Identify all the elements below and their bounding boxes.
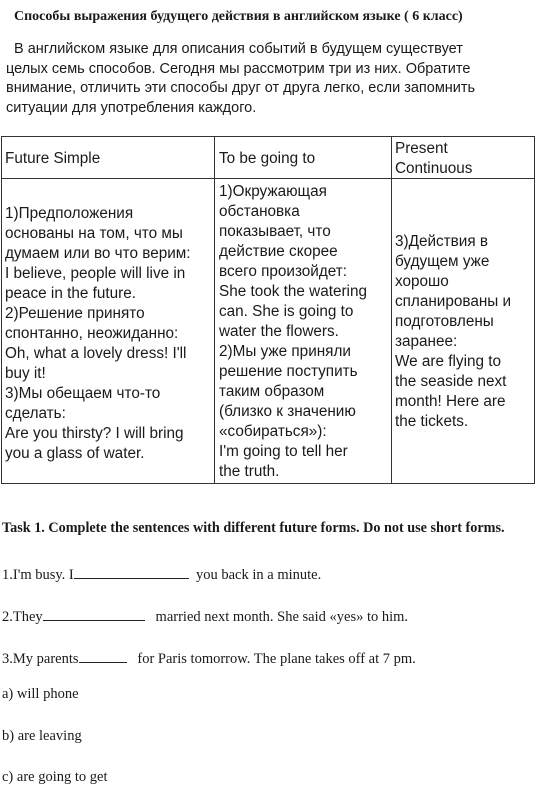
cell-line: Are you thirsty? I will bring bbox=[5, 425, 184, 442]
answer-blank[interactable] bbox=[43, 608, 145, 621]
cell-line: can. She is going to bbox=[219, 303, 354, 320]
sentence-3 bbox=[2, 650, 416, 668]
cell-line: решение поступить bbox=[219, 363, 358, 380]
cell-line: спонтанно, неожиданно: bbox=[5, 325, 179, 342]
cell-to-be-going-to bbox=[219, 182, 367, 482]
intro-paragraph bbox=[6, 40, 526, 118]
cell-line: сделать: bbox=[5, 405, 66, 422]
cell-line: I'm going to tell her bbox=[219, 443, 348, 460]
cell-line: действие скорее bbox=[219, 243, 338, 260]
sentence-text: married next month. She said «yes» to him. bbox=[155, 609, 409, 625]
sentence-text: 3.My parents bbox=[2, 651, 79, 667]
sentence-text: 1.I'm busy. I bbox=[2, 567, 74, 583]
cell-line: buy it! bbox=[5, 365, 46, 382]
cell-line: будущем уже bbox=[395, 253, 490, 270]
future-forms-table bbox=[1, 136, 535, 484]
cell-line: 2)Решение принято bbox=[5, 305, 145, 322]
cell-line: «собираться»): bbox=[219, 423, 327, 440]
cell-line: 3)Действия в bbox=[395, 233, 488, 250]
header-to-be-going-to: To be going to bbox=[219, 150, 316, 167]
task-heading: Task 1. Complete the sentences with different future forms. Do not use short forms. bbox=[2, 520, 505, 536]
sentence-text: for Paris tomorrow. The plane takes off at 7 pm. bbox=[137, 651, 416, 667]
cell-line: (близко к значению bbox=[219, 403, 356, 420]
option-a: a) will phone bbox=[2, 686, 79, 702]
intro-line: внимание, отличить эти способы друг от друга легко, если запомнить bbox=[6, 80, 476, 96]
table-divider bbox=[391, 137, 392, 483]
header-line: Continuous bbox=[395, 160, 473, 177]
option-b: b) are leaving bbox=[2, 728, 82, 744]
cell-line: думаем или во что верим: bbox=[5, 245, 191, 262]
cell-line: Oh, what a lovely dress! I'll bbox=[5, 345, 187, 362]
cell-line: 1)Окружающая bbox=[219, 183, 327, 200]
cell-line: 2)Мы уже приняли bbox=[219, 343, 351, 360]
cell-line: спланированы и bbox=[395, 293, 512, 310]
option-c: c) are going to get bbox=[2, 769, 108, 785]
cell-line: peace in the future. bbox=[5, 285, 136, 302]
cell-line: заранее: bbox=[395, 333, 458, 350]
cell-line: таким образом bbox=[219, 383, 325, 400]
header-line: Present bbox=[395, 140, 448, 157]
cell-line: 1)Предположения bbox=[5, 205, 134, 222]
cell-present-continuous bbox=[395, 232, 511, 432]
sentence-1 bbox=[2, 566, 321, 584]
cell-line: you a glass of water. bbox=[5, 445, 145, 462]
cell-line: 3)Мы обещаем что-то bbox=[5, 385, 161, 402]
sentence-text: you back in a minute. bbox=[196, 567, 322, 583]
cell-line: обстановка bbox=[219, 203, 300, 220]
cell-line: the seaside next bbox=[395, 373, 507, 390]
table-divider bbox=[214, 137, 215, 483]
answer-blank[interactable] bbox=[79, 650, 127, 663]
intro-line: ситуации для употребления каждого. bbox=[6, 99, 257, 116]
answer-blank[interactable] bbox=[74, 566, 189, 579]
cell-line: the truth. bbox=[219, 463, 280, 480]
sentence-2 bbox=[2, 608, 408, 626]
cell-line: подготовлены bbox=[395, 313, 494, 330]
cell-line: We are flying to bbox=[395, 353, 501, 370]
cell-line: month! Here are bbox=[395, 393, 506, 410]
cell-line: всего произойдет: bbox=[219, 263, 348, 280]
sentence-text: 2.They bbox=[2, 609, 43, 625]
intro-line: В английском языке для описания событий в будущем существует bbox=[14, 41, 463, 57]
cell-line: показывает, что bbox=[219, 223, 331, 240]
cell-line: I believe, people will live in bbox=[5, 265, 186, 282]
header-present-continuous bbox=[395, 139, 472, 179]
header-future-simple: Future Simple bbox=[5, 150, 101, 167]
cell-future-simple bbox=[5, 204, 191, 464]
cell-line: water the flowers. bbox=[219, 323, 339, 340]
cell-line: She took the watering bbox=[219, 283, 367, 300]
page-title: Способы выражения будущего действия в английском языке ( 6 класс) bbox=[14, 9, 463, 24]
cell-line: хорошо bbox=[395, 273, 449, 290]
cell-line: основаны на том, что мы bbox=[5, 225, 183, 242]
cell-line: the tickets. bbox=[395, 413, 469, 430]
intro-line: целых семь способов. Сегодня мы рассмотрим три из них. Обратите bbox=[6, 60, 471, 77]
